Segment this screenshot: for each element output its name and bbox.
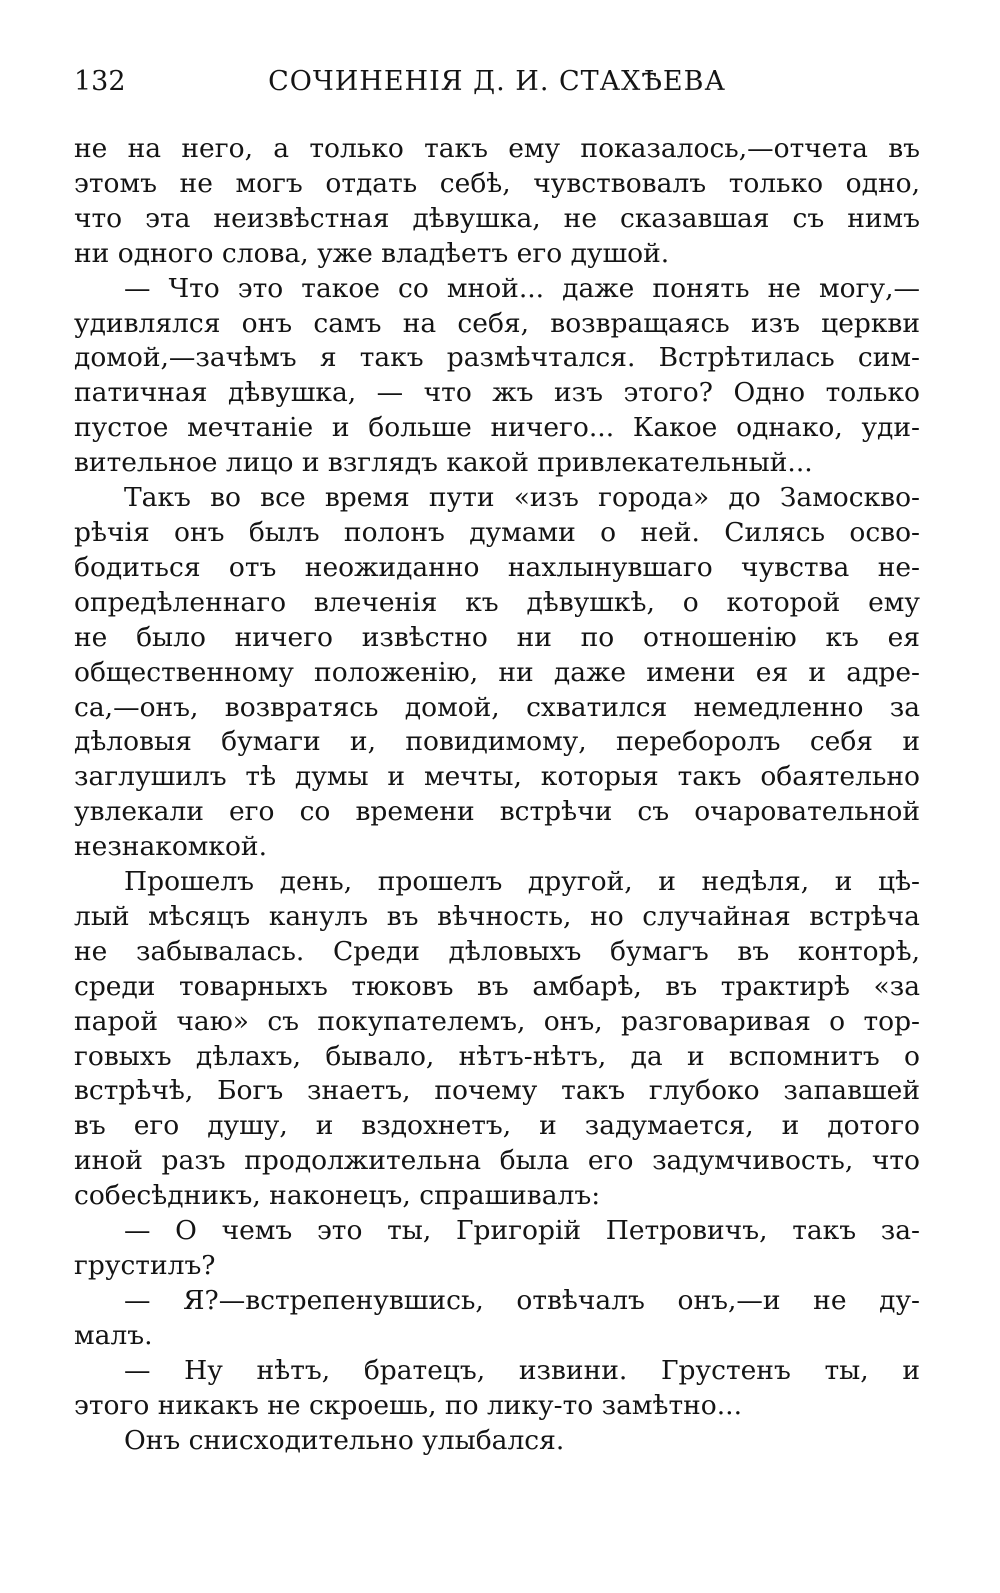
book-page xyxy=(74,62,920,1562)
text-line: — О чемъ это ты, Григорій Петровичъ, такъ за- xyxy=(124,1215,920,1247)
page-number: 132 xyxy=(74,66,126,97)
text-line: въ его душу, и вздохнетъ, и задумается, и дотого xyxy=(74,1110,920,1142)
text-line: — Что это такое со мной... даже понять не могу,— xyxy=(124,272,920,304)
page-header xyxy=(74,62,920,102)
text-line: общественному положенію, ни даже имени ея и адре- xyxy=(74,656,920,688)
text-line: парой чаю» съ покупателемъ, онъ, разговаривая о тор- xyxy=(74,1005,920,1037)
text-line: незнакомкой. xyxy=(74,831,267,863)
text-line: патичная дѣвушка, — что жъ изъ этого? Одно только xyxy=(74,377,920,409)
text-line: Прошелъ день, прошелъ другой, и недѣля, и цѣ- xyxy=(124,866,920,898)
body-text xyxy=(74,132,920,1458)
text-line: са,—онъ, возвратясь домой, схватился немедленно за xyxy=(74,691,920,723)
text-line: рѣчія онъ былъ полонъ думами о ней. Силясь осво- xyxy=(74,516,920,548)
text-line: бодиться отъ неожиданно нахлынувшаго чувства не- xyxy=(74,551,920,583)
text-line: что эта неизвѣстная дѣвушка, не сказавшая съ нимъ xyxy=(74,202,920,234)
text-line: пустое мечтаніе и больше ничего... Какое однако, уди- xyxy=(74,412,920,444)
text-line: встрѣчѣ, Богъ знаетъ, почему такъ глубоко запавшей xyxy=(74,1075,920,1107)
text-line: вительное лицо и взглядъ какой привлекательный... xyxy=(74,447,813,479)
text-line: опредѣленнаго влеченія къ дѣвушкѣ, о которой ему xyxy=(74,586,920,618)
text-line: Онъ снисходительно улыбался. xyxy=(124,1424,565,1456)
text-line: не забывалась. Среди дѣловыхъ бумагъ въ конторѣ, xyxy=(74,935,920,967)
text-line: этого никакъ не скроешь, по лику-то замѣтно... xyxy=(74,1389,743,1421)
text-line: малъ. xyxy=(74,1319,153,1351)
text-line: ни одного слова, уже владѣетъ его душой. xyxy=(74,237,670,269)
text-line: лый мѣсяцъ канулъ въ вѣчность, но случайная встрѣча xyxy=(74,900,920,932)
text-line: среди товарныхъ тюковъ въ амбарѣ, въ трактирѣ «за xyxy=(74,970,920,1002)
text-line: иной разъ продолжительна была его задумчивость, что xyxy=(74,1145,920,1177)
text-line: домой,—зачѣмъ я такъ размѣчтался. Встрѣтилась сим- xyxy=(74,342,920,374)
running-title: СОЧИНЕНІЯ Д. И. СТАХѢЕВА xyxy=(268,66,726,97)
text-line: дѣловыя бумаги и, повидимому, переборолъ себя и xyxy=(74,726,920,758)
text-line: этомъ не могъ отдать себѣ, чувствовалъ только одно, xyxy=(74,167,920,199)
text-line: не на него, а только такъ ему показалось,—отчета въ xyxy=(74,133,920,164)
text-line: — Я?—встрепенувшись, отвѣчалъ онъ,—и не ду- xyxy=(124,1284,920,1316)
text-line: говыхъ дѣлахъ, бывало, нѣтъ-нѣтъ, да и вспомнитъ о xyxy=(74,1040,920,1072)
text-line: грустилъ? xyxy=(74,1250,216,1281)
text-line: Такъ во все время пути «изъ города» до Замоскво- xyxy=(124,482,920,514)
text-line: заглушилъ тѣ думы и мечты, которыя такъ обаятельно xyxy=(74,761,920,793)
text-line: собесѣдникъ, наконецъ, спрашивалъ: xyxy=(74,1180,601,1212)
text-line: удивлялся онъ самъ на себя, возвращаясь изъ церкви xyxy=(74,307,920,339)
text-line: увлекали его со времени встрѣчи съ очаровательной xyxy=(74,796,920,828)
text-line: не было ничего извѣстно ни по отношенію къ ея xyxy=(74,621,920,653)
text-line: — Ну нѣтъ, братецъ, извини. Грустенъ ты, и xyxy=(124,1354,920,1386)
